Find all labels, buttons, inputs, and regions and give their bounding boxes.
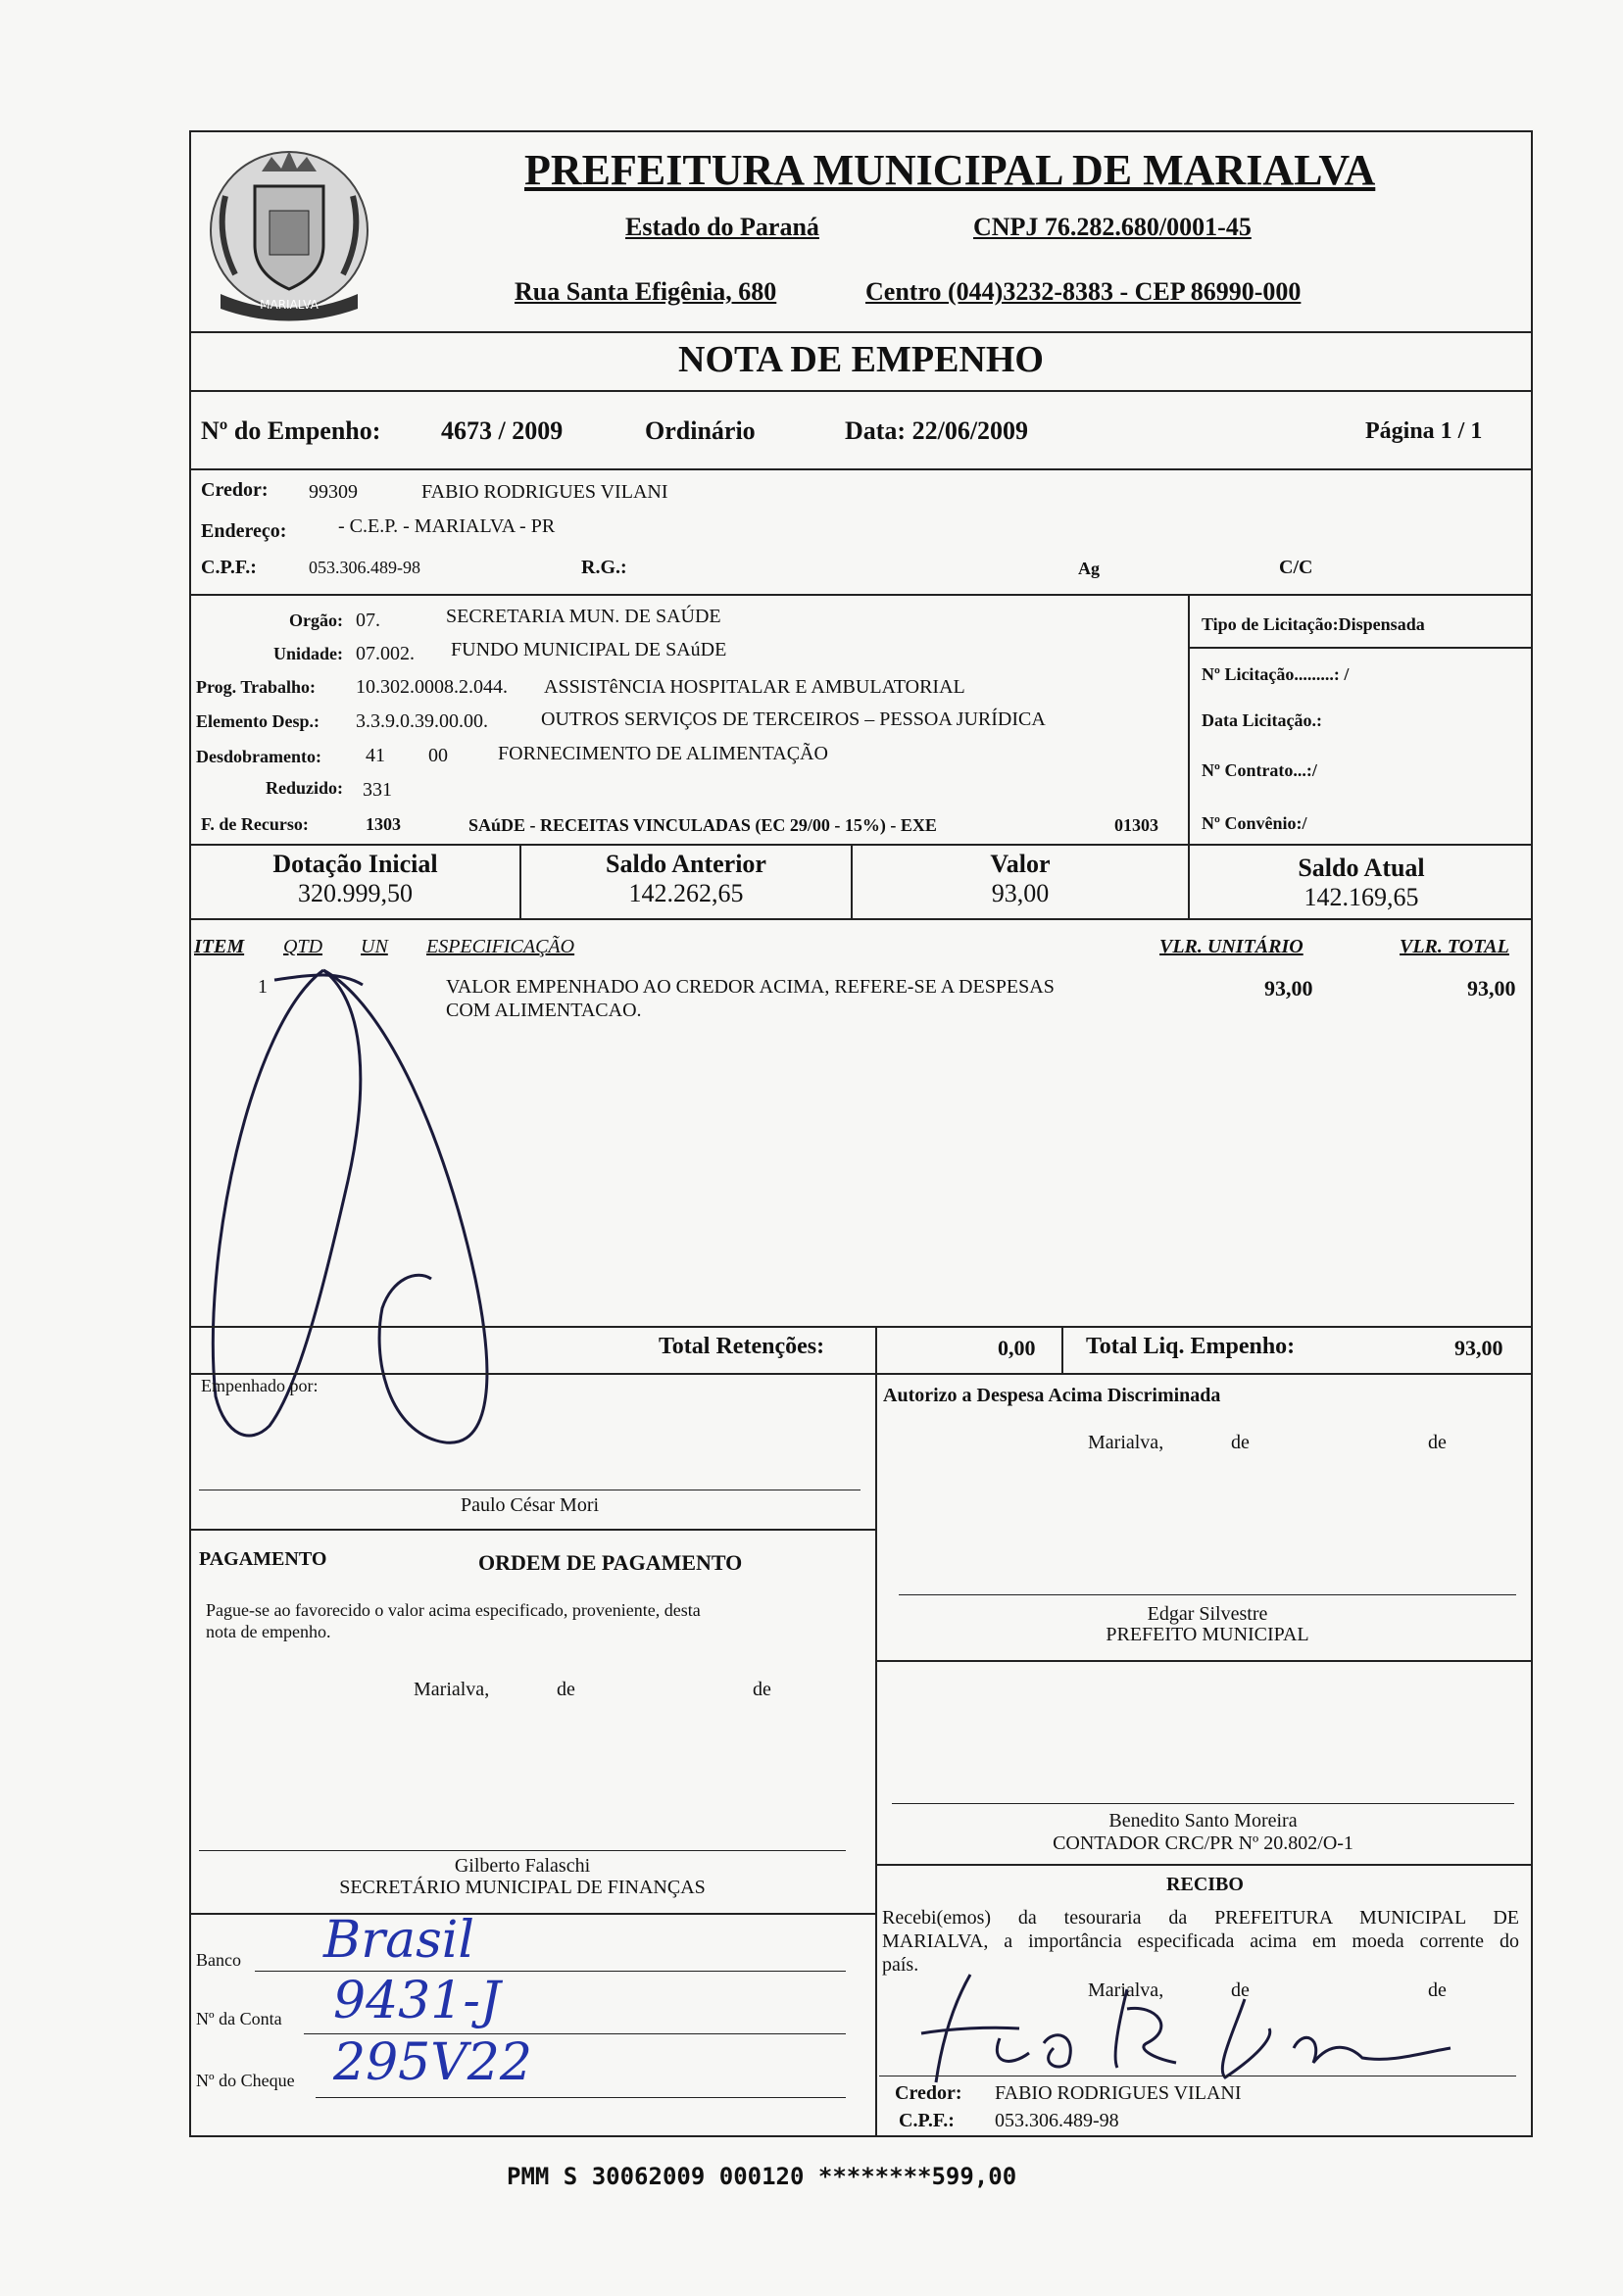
doc-title: NOTA DE EMPENHO bbox=[678, 339, 1044, 380]
item-number: 1 bbox=[258, 976, 268, 998]
pagamento-label: PAGAMENTO bbox=[199, 1548, 327, 1570]
page-title: PREFEITURA MUNICIPAL DE MARIALVA bbox=[524, 146, 1376, 194]
divider bbox=[875, 1373, 877, 2137]
divider bbox=[189, 331, 1533, 333]
autorizo-label: Autorizo a Despesa Acima Discriminada bbox=[883, 1385, 1221, 1406]
orgao-desc: SECRETARIA MUN. DE SAÚDE bbox=[446, 606, 721, 627]
input-line bbox=[316, 2097, 846, 2098]
data-licitacao: Data Licitação.: bbox=[1202, 710, 1322, 730]
divider bbox=[189, 918, 1533, 920]
credor-code: 99309 bbox=[309, 481, 358, 503]
payment-stamp: PMM S 30062009 000120 ********599,00 bbox=[507, 2163, 1017, 2190]
divider bbox=[189, 594, 1533, 596]
de-2: de bbox=[1428, 1432, 1447, 1453]
orgao-code: 07. bbox=[356, 610, 380, 631]
desdobramento-label: Desdobramento: bbox=[196, 747, 321, 766]
unidade-code: 07.002. bbox=[356, 643, 415, 664]
cheque-value: 295V22 bbox=[333, 2033, 532, 2092]
divider bbox=[189, 1326, 1533, 1328]
saldo-anterior-label: Saldo Anterior bbox=[606, 850, 766, 878]
elemento-code: 3.3.9.0.39.00.00. bbox=[356, 710, 488, 732]
state-label: Estado do Paraná bbox=[625, 213, 819, 241]
col-total-header: VLR. TOTAL bbox=[1400, 936, 1509, 957]
secretario-name: Gilberto Falaschi bbox=[454, 1855, 591, 1877]
divider bbox=[1061, 1326, 1063, 1373]
empenho-num-value: 4673 / 2009 bbox=[441, 416, 564, 445]
de-5: de bbox=[1231, 1979, 1250, 2001]
prog-label: Prog. Trabalho: bbox=[196, 677, 317, 697]
signature-line bbox=[899, 1594, 1516, 1595]
unidade-label: Unidade: bbox=[272, 644, 343, 663]
col-item-header: ITEM bbox=[194, 936, 245, 957]
elemento-label: Elemento Desp.: bbox=[196, 711, 320, 731]
tipo-licitacao: Tipo de Licitação:Dispensada bbox=[1202, 614, 1425, 634]
fonte-num: 01303 bbox=[1114, 815, 1158, 835]
col-qtd-header: QTD bbox=[283, 936, 323, 957]
cpf-value: 053.306.489-98 bbox=[309, 558, 420, 577]
num-contrato: Nº Contrato...:/ bbox=[1202, 760, 1317, 780]
liq-label: Total Liq. Empenho: bbox=[1086, 1334, 1296, 1359]
divider bbox=[189, 844, 1533, 846]
divider bbox=[1188, 647, 1533, 649]
empenhado-label: Empenhado por: bbox=[201, 1376, 319, 1395]
num-licitacao: Nº Licitação.........: / bbox=[1202, 664, 1350, 684]
de-6: de bbox=[1428, 1979, 1447, 2001]
col-spec-header: ESPECIFICAÇÃO bbox=[426, 936, 575, 957]
signature-line bbox=[892, 1803, 1514, 1804]
desdobramento-desc: FORNECIMENTO DE ALIMENTAÇÃO bbox=[498, 743, 828, 764]
banco-label: Banco bbox=[196, 1950, 241, 1970]
conta-label: Nº da Conta bbox=[196, 2009, 282, 2028]
de-3: de bbox=[557, 1679, 575, 1700]
rg-label: R.G.: bbox=[581, 557, 627, 578]
credor-cpf-label: C.P.F.: bbox=[899, 2110, 955, 2131]
pague-text-1: Pague-se ao favorecido o valor acima especificado, proveniente, desta bbox=[206, 1600, 701, 1620]
retencoes-value: 0,00 bbox=[998, 1336, 1036, 1360]
liq-value: 93,00 bbox=[1454, 1336, 1503, 1360]
orgao-label: Orgão: bbox=[289, 611, 343, 630]
secretario-title: SECRETÁRIO MUNICIPAL DE FINANÇAS bbox=[339, 1877, 706, 1898]
address-label: Endereço: bbox=[201, 520, 287, 542]
divider bbox=[189, 1913, 875, 1915]
fonte-label: F. de Recurso: bbox=[201, 814, 309, 834]
num-convenio: Nº Convênio:/ bbox=[1202, 813, 1307, 833]
address-value: - C.E.P. - MARIALVA - PR bbox=[338, 515, 556, 537]
pague-text-2: nota de empenho. bbox=[206, 1622, 331, 1641]
divider bbox=[189, 390, 1533, 392]
item-unit-value: 93,00 bbox=[1264, 976, 1313, 1001]
cheque-label: Nº do Cheque bbox=[196, 2071, 295, 2090]
de-4: de bbox=[753, 1679, 771, 1700]
credor-name: FABIO RODRIGUES VILANI bbox=[421, 481, 668, 503]
desdobramento-sub: 00 bbox=[428, 745, 448, 766]
prog-code: 10.302.0008.2.044. bbox=[356, 676, 508, 698]
divider bbox=[875, 1326, 877, 1373]
saldo-atual-label: Saldo Atual bbox=[1298, 854, 1425, 882]
dotacao-label: Dotação Inicial bbox=[272, 850, 438, 878]
city-date-2: Marialva, bbox=[414, 1679, 490, 1700]
cc-label: C/C bbox=[1279, 557, 1313, 578]
page-number: Página 1 / 1 bbox=[1365, 418, 1483, 444]
divider bbox=[189, 1373, 1533, 1375]
divider bbox=[1188, 594, 1190, 845]
credor-sig-label: Credor: bbox=[895, 2082, 962, 2104]
ordem-label: ORDEM DE PAGAMENTO bbox=[478, 1550, 743, 1575]
prefeito-name: Edgar Silvestre bbox=[1147, 1603, 1268, 1625]
empenhado-name: Paulo César Mori bbox=[460, 1494, 600, 1516]
recibo-text-2: MARIALVA, a importância especificada acima em moeda corrente do bbox=[882, 1930, 1519, 1952]
divider bbox=[875, 1864, 1533, 1866]
cpf-label: C.P.F.: bbox=[201, 557, 257, 578]
divider bbox=[875, 1660, 1533, 1662]
signature-line bbox=[199, 1850, 846, 1851]
contact-label: Centro (044)3232-8383 - CEP 86990-000 bbox=[865, 277, 1302, 306]
dotacao-value: 320.999,50 bbox=[298, 879, 413, 907]
retencoes-label: Total Retenções: bbox=[659, 1334, 825, 1359]
item-spec-line1: VALOR EMPENHADO AO CREDOR ACIMA, REFERE-SE A DESPESAS bbox=[446, 976, 1055, 998]
divider bbox=[189, 1529, 875, 1531]
item-spec-line2: COM ALIMENTACAO. bbox=[446, 1000, 642, 1021]
svg-text:MARIALVA: MARIALVA bbox=[260, 298, 319, 312]
de-1: de bbox=[1231, 1432, 1250, 1453]
col-un-header: UN bbox=[361, 936, 388, 957]
address-label: Rua Santa Efigênia, 680 bbox=[515, 277, 777, 306]
elemento-desc: OUTROS SERVIÇOS DE TERCEIROS – PESSOA JURÍDICA bbox=[541, 708, 1046, 730]
recibo-text-1: Recebi(emos) da tesouraria da PREFEITURA MUNICIPAL DE bbox=[882, 1907, 1519, 1929]
valor-value: 93,00 bbox=[991, 879, 1050, 907]
saldo-atual-value: 142.169,65 bbox=[1303, 883, 1419, 911]
cnpj-label: CNPJ 76.282.680/0001-45 bbox=[973, 213, 1252, 241]
empenho-type: Ordinário bbox=[645, 416, 756, 445]
empenho-date: Data: 22/06/2009 bbox=[845, 416, 1029, 445]
unidade-desc: FUNDO MUNICIPAL DE SAúDE bbox=[451, 639, 727, 660]
ag-label: Ag bbox=[1078, 559, 1100, 578]
reduzido-label: Reduzido: bbox=[265, 778, 343, 798]
recibo-text-3: país. bbox=[882, 1954, 919, 1976]
fonte-code: 1303 bbox=[366, 814, 401, 834]
credor-sig-name: FABIO RODRIGUES VILANI bbox=[995, 2082, 1242, 2104]
desdobramento-code: 41 bbox=[366, 745, 385, 766]
handwritten-signature bbox=[882, 1970, 1460, 2087]
conta-value: 9431-J bbox=[333, 1972, 501, 2030]
credor-label: Credor: bbox=[201, 479, 269, 501]
contador-name: Benedito Santo Moreira bbox=[1108, 1810, 1298, 1832]
credor-cpf-value: 053.306.489-98 bbox=[995, 2110, 1119, 2131]
col-unit-header: VLR. UNITÁRIO bbox=[1159, 936, 1303, 957]
city-date-3: Marialva, bbox=[1088, 1979, 1164, 2001]
empenho-num-label: Nº do Empenho: bbox=[201, 416, 381, 445]
divider bbox=[189, 468, 1533, 470]
prog-desc: ASSISTêNCIA HOSPITALAR E AMBULATORIAL bbox=[544, 676, 965, 698]
item-total-value: 93,00 bbox=[1467, 976, 1516, 1001]
valor-label: Valor bbox=[990, 850, 1051, 878]
fonte-desc: SAúDE - RECEITAS VINCULADAS (EC 29/00 - 15%) - EXE bbox=[468, 815, 937, 835]
prefeito-title: PREFEITO MUNICIPAL bbox=[1106, 1624, 1309, 1645]
reduzido-value: 331 bbox=[363, 779, 392, 801]
saldo-anterior-value: 142.262,65 bbox=[628, 879, 744, 907]
contador-title: CONTADOR CRC/PR Nº 20.802/O-1 bbox=[1053, 1832, 1353, 1854]
coat-of-arms bbox=[201, 137, 377, 323]
banco-value: Brasil bbox=[323, 1911, 475, 1970]
city-date-1: Marialva, bbox=[1088, 1432, 1164, 1453]
recibo-title: RECIBO bbox=[1166, 1874, 1244, 1895]
